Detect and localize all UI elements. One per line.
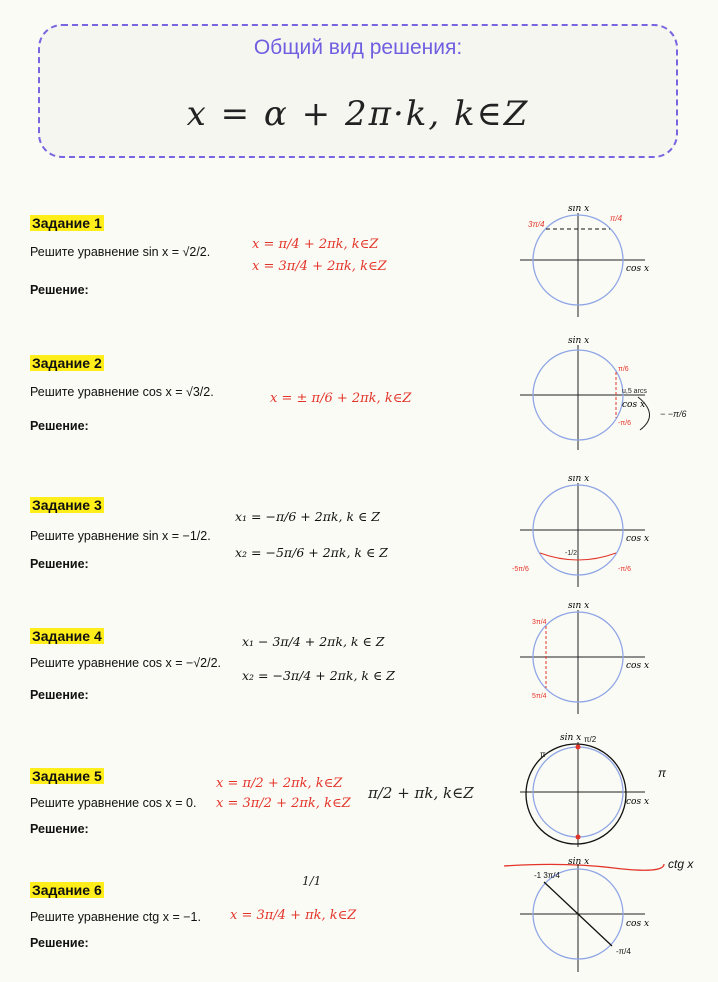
unit-circle-diagram [510, 335, 710, 455]
task-title: Задание 5 [32, 768, 102, 784]
unit-circle-diagram [510, 602, 650, 720]
point-label: -5π/6 [512, 566, 529, 573]
axis-label-cos: cos x [626, 264, 650, 274]
solution-label: Решение: [30, 822, 89, 836]
unit-circle-diagram [510, 475, 650, 593]
handwritten-note: x = 3π/4 + 2πk, k∈Z [252, 259, 387, 274]
axis-label-sin: sin x [568, 857, 590, 867]
axis-label-cos: cos x [626, 919, 650, 929]
solution-formula: x₂ = −3π/4 + 2πk, k ∈ Z [242, 668, 395, 683]
axis-label-sin: sin x [568, 205, 590, 214]
unit-circle-diagram [504, 854, 714, 980]
task-4 [30, 602, 710, 728]
task-1 [30, 205, 710, 335]
handwritten-note: x = π/4 + 2πk, k∈Z [252, 237, 379, 252]
unit-circle-diagram [510, 205, 650, 320]
point-label: -1 3π/4 [534, 871, 560, 880]
point-label: -π/6 [618, 420, 631, 427]
ctg-label: ctg x [668, 857, 694, 871]
point-label: π [540, 750, 546, 759]
solution-label: Решение: [30, 557, 89, 571]
point-label: 3π/4 [528, 220, 545, 229]
axis-label-sin: sin x [568, 602, 590, 611]
point-label: π/4 [610, 214, 623, 223]
solution-formula: x₂ = −5π/6 + 2πk, k ∈ Z [235, 545, 388, 560]
task-statement: Решите уравнение sin x = −1/2. [30, 529, 211, 543]
axis-label-cos: cos x [626, 661, 650, 671]
handwritten-note: x = ± π/6 + 2πk, k∈Z [270, 391, 412, 406]
task-title: Задание 3 [32, 497, 102, 513]
task-title: Задание 6 [32, 882, 102, 898]
axis-label-cos: cos x [622, 400, 646, 410]
task-statement: Решите уравнение ctg x = −1. [30, 910, 201, 924]
solution-label: Решение: [30, 936, 89, 950]
point-label: 5π/4 [532, 693, 547, 700]
point-label: -π/6 [618, 566, 631, 573]
task-statement: Решите уравнение cos x = −√2/2. [30, 656, 222, 670]
general-solution-box [38, 24, 678, 158]
arrow-label: − −π/6 [660, 409, 687, 419]
point-label: π [658, 766, 667, 780]
axis-label-sin: sin x [560, 733, 582, 743]
task-statement: Решите уравнение cos x = 0. [30, 796, 197, 810]
point-label: π/2 [584, 735, 597, 744]
point-label: 3π/4 [532, 619, 547, 626]
task-5 [30, 733, 710, 868]
solution-label: Решение: [30, 688, 89, 702]
task-title: Задание 4 [32, 628, 102, 644]
general-solution-formula: x = α + 2π·k, k∈Z [186, 94, 530, 134]
point [576, 835, 581, 840]
handwritten-note: π/2 + πk, k∈Z [368, 784, 474, 802]
task-statement: Решите уравнение cos x = √3/2. [30, 385, 214, 399]
unit-circle-diagram [510, 732, 680, 852]
solution-label: Решение: [30, 283, 89, 297]
point-label: -1/2 [565, 550, 578, 557]
point-label: -π/4 [616, 947, 631, 956]
axis-label-cos: cos x [626, 534, 650, 544]
side-note: u,5 arcs [622, 388, 647, 395]
task-3 [30, 475, 710, 617]
solution-label: Решение: [30, 419, 89, 433]
task-statement: Решите уравнение sin x = √2/2. [30, 245, 211, 259]
handwritten-note: x = 3π/2 + 2πk, k∈Z [216, 796, 351, 811]
point-label: π/6 [618, 366, 629, 373]
task-2 [30, 336, 710, 475]
point [576, 745, 581, 750]
axis-label-cos: cos x [626, 797, 650, 807]
solution-formula: x₁ = −π/6 + 2πk, k ∈ Z [235, 509, 380, 524]
axis-label-sin: sin x [568, 336, 590, 346]
general-solution-title: Общий вид решения: [253, 36, 463, 59]
handwritten-note: x = 3π/4 + πk, k∈Z [230, 908, 357, 923]
handwritten-note: x = π/2 + 2πk, k∈Z [216, 776, 343, 791]
hand-circle [526, 744, 626, 844]
handwritten-note: 1/1 [302, 874, 322, 888]
solution-formula: x₁ − 3π/4 + 2πk, k ∈ Z [242, 634, 385, 649]
task-title: Задание 2 [32, 355, 102, 371]
task-title: Задание 1 [32, 215, 102, 231]
task-6 [30, 857, 710, 982]
axis-label-sin: sin x [568, 475, 590, 484]
